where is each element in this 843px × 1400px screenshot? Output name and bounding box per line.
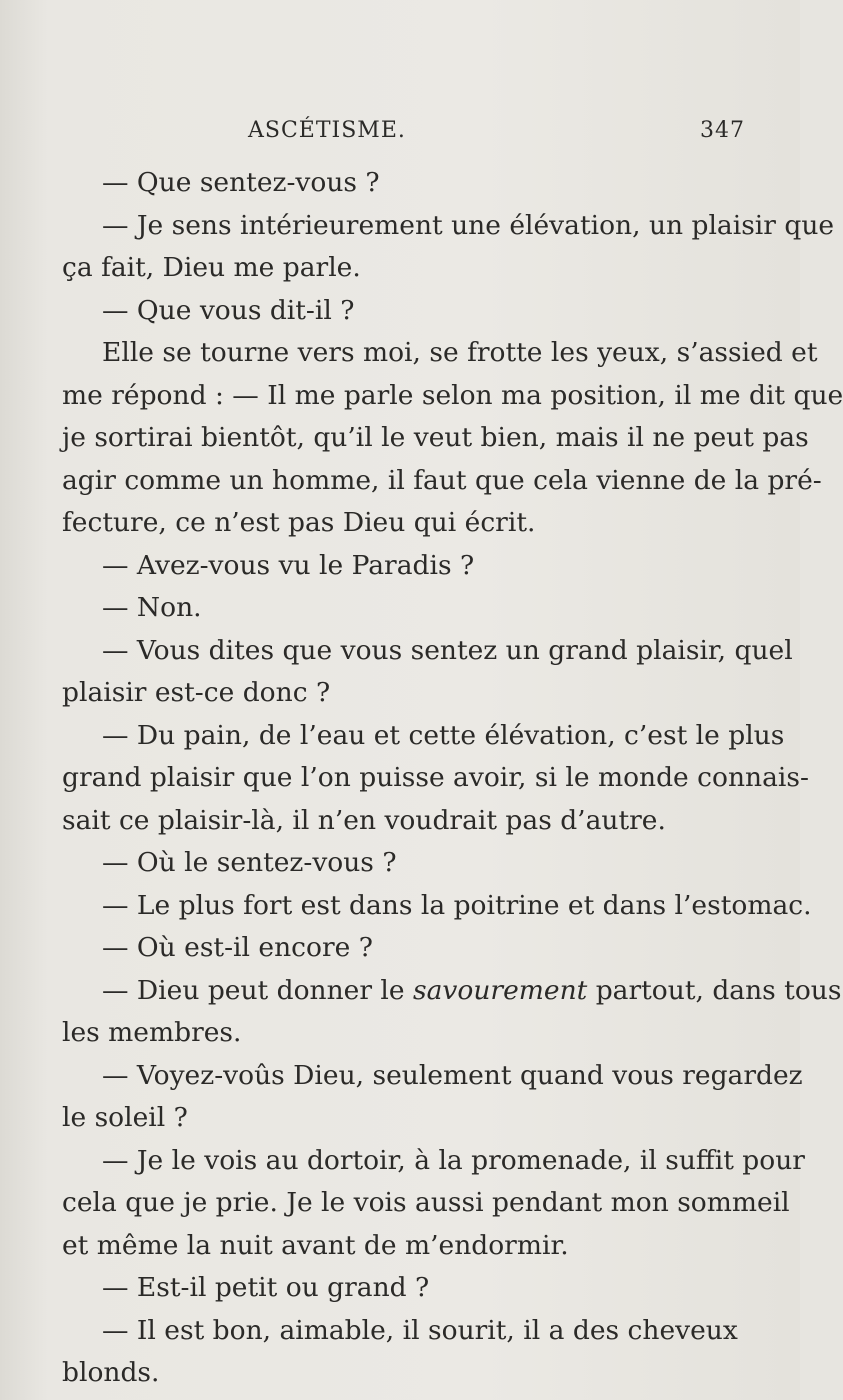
text-segment: partout, dans tous bbox=[587, 974, 842, 1006]
text-line: ça fait, Dieu me parle. bbox=[62, 252, 361, 283]
text-line: — Je le vois au dortoir, à la promenade, il suffit pour bbox=[102, 1144, 805, 1176]
text-line: agir comme un homme, il faut que cela vienne de la pré- bbox=[62, 464, 822, 496]
text-line: — Le plus fort est dans la poitrine et dans l’estomac. bbox=[102, 889, 812, 921]
text-line: les membres. bbox=[62, 1017, 242, 1048]
body-text bbox=[62, 162, 843, 1395]
text-line: le soleil ? bbox=[62, 1102, 188, 1133]
text-line: sait ce plaisir-là, il n’en voudrait pas d’autre. bbox=[62, 804, 666, 836]
text-line: Elle se tourne vers moi, se frotte les yeux, s’assied et bbox=[102, 337, 818, 368]
text-line: je sortirai bientôt, qu’il le veut bien, mais il ne peut pas bbox=[62, 422, 809, 453]
text-line: et même la nuit avant de m’endormir. bbox=[62, 1229, 569, 1261]
text-line: — Est-il petit ou grand ? bbox=[102, 1272, 430, 1303]
text-line: — Il est bon, aimable, il sourit, il a des cheveux bbox=[102, 1314, 738, 1346]
text-line: me répond : — Il me parle selon ma position, il me dit que bbox=[62, 379, 843, 411]
text-line: blonds. bbox=[62, 1357, 160, 1388]
text-line: grand plaisir que l’on puisse avoir, si le monde connais- bbox=[62, 762, 809, 793]
text-line: cela que je prie. Je le vois aussi pendant mon sommeil bbox=[62, 1187, 790, 1218]
text-line: — Avez-vous vu le Paradis ? bbox=[102, 549, 475, 581]
page-number: 347 bbox=[700, 118, 745, 143]
text-line bbox=[62, 970, 842, 1013]
text-line: — Je sens intérieurement une élévation, un plaisir que bbox=[102, 209, 835, 241]
text-line: — Voyez-voûs Dieu, seulement quand vous regardez bbox=[102, 1059, 803, 1091]
text-line: — Que vous dit-il ? bbox=[102, 294, 355, 326]
text-line: — Du pain, de l’eau et cette élévation, c’est le plus bbox=[102, 719, 785, 751]
text-line: plaisir est-ce donc ? bbox=[62, 677, 331, 708]
page-header bbox=[0, 118, 800, 158]
text-segment: — Dieu peut donner le bbox=[102, 974, 414, 1006]
text-line: fecture, ce n’est pas Dieu qui écrit. bbox=[62, 507, 536, 538]
running-title: ASCÉTISME. bbox=[248, 118, 406, 143]
text-line: — Non. bbox=[102, 592, 202, 623]
text-line: — Vous dites que vous sentez un grand plaisir, quel bbox=[102, 634, 793, 666]
italic-word: savourement bbox=[413, 974, 588, 1006]
text-line: — Où est-il encore ? bbox=[102, 932, 373, 963]
text-line: — Où le sentez-vous ? bbox=[102, 847, 397, 878]
text-line: — Que sentez-vous ? bbox=[102, 167, 380, 198]
